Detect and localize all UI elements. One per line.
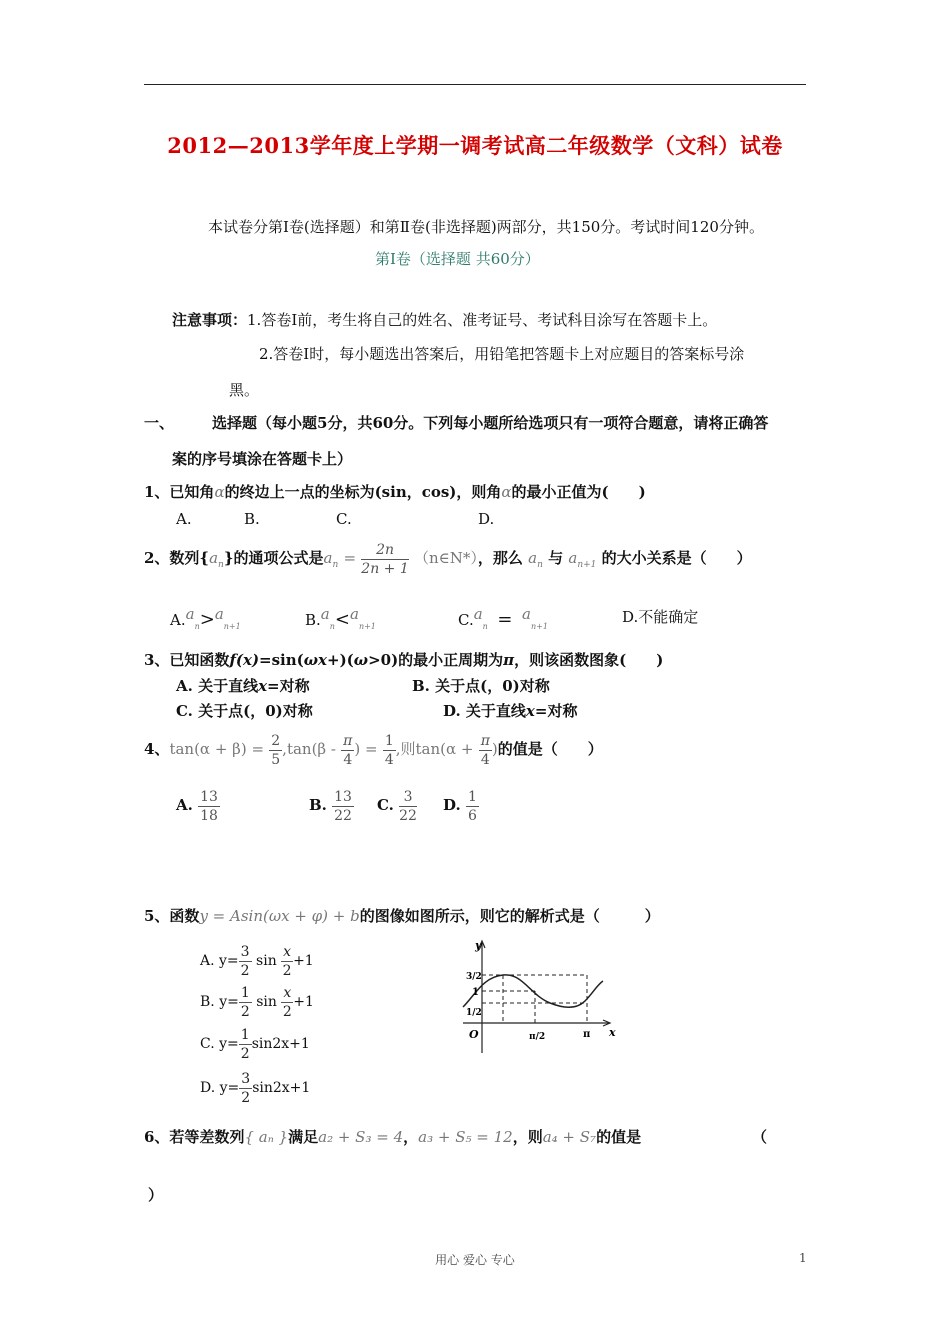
q2-sub-n1: n+1: [577, 560, 597, 570]
question-5: [144, 905, 660, 926]
q4-a-d: 18: [200, 807, 218, 824]
q5-a-d: 2: [240, 962, 250, 979]
q3-text-b: =sin(: [259, 651, 304, 669]
q2-sub-n: n: [218, 560, 224, 570]
q1-text-b: 的终边上一点的坐标为(sin，cos)，则角: [224, 483, 502, 501]
q3-text-c: +)(: [327, 651, 354, 669]
q4-frac-1: [269, 732, 282, 769]
q2-a: a: [209, 549, 219, 567]
q2-lt: <: [334, 609, 350, 630]
notice-item-2: 2.答卷Ⅰ时，每小题选出答案后，用铅笔把答题卡上对应题目的答案标号涂: [259, 345, 745, 363]
q5-d-n: 3: [241, 1070, 251, 1087]
q4-f2d: 4: [343, 751, 353, 768]
q4-f4d: 4: [480, 751, 490, 768]
q2-opt-b-sub: n: [329, 622, 335, 631]
q2-opt-b-an: a: [320, 605, 330, 623]
q3-option-a: [176, 675, 310, 696]
q1-text-c: 的最小正值为( ): [511, 483, 646, 501]
q5-a-coef: [239, 943, 252, 980]
graph-ytick-1: 1: [472, 987, 479, 998]
q2-opt-a-sub1: n+1: [223, 622, 241, 631]
graph-xtick-pi-2: π/2: [529, 1032, 546, 1042]
question-4: [144, 728, 603, 770]
q4-f3n: 1: [384, 732, 394, 749]
q5-b-fn: sin: [256, 994, 277, 1010]
q2-opt-c-sub1: n+1: [530, 622, 548, 631]
q2-option-b: [305, 598, 376, 643]
question-1: [144, 481, 646, 502]
q4-d-d: 6: [467, 807, 477, 824]
q5-option-d: [200, 1069, 310, 1107]
q6-comma: ，: [403, 1128, 419, 1146]
q2-an1: a: [568, 549, 578, 567]
q2-text-a: 2、数列{: [144, 549, 210, 567]
q6-text-d: 的值是: [596, 1128, 642, 1146]
q4-frac-2: [341, 732, 354, 769]
q2-text-b: }的通项公式是: [223, 549, 324, 567]
q2-opt-b-an1: a: [350, 605, 359, 623]
q6-paren-close: ）: [148, 1186, 164, 1204]
q2-opt-a-sub: n: [194, 622, 200, 631]
q2-eq: =: [343, 549, 357, 567]
q4-opt-a-label: A.: [176, 796, 193, 814]
q5-opt-b-label: B. y=: [200, 994, 239, 1010]
q5-option-b: [200, 983, 314, 1021]
q2-option-d: D.不能确定: [622, 608, 699, 626]
q5-b-d: 2: [240, 1003, 250, 1020]
q5-c-coef: [239, 1026, 252, 1063]
q5-opt-a-label: A. y=: [200, 953, 239, 969]
q2-opt-a-an1: a: [214, 605, 224, 623]
q2-opt-a-label: A.: [170, 611, 186, 629]
q5-a-tail: +1: [293, 953, 314, 969]
q3-option-d: [443, 700, 577, 721]
q3-d-text2: =对称: [534, 702, 578, 720]
q2-opt-b-sub1: n+1: [358, 622, 376, 631]
q3-d-x: x: [525, 702, 535, 720]
q3-d-text: D. 关于直线: [443, 702, 526, 720]
q3-fx: f(x): [229, 651, 260, 669]
q5-graph: [455, 935, 620, 1055]
q4-opt-d-frac: [466, 788, 479, 825]
q4-option-d: [443, 784, 479, 826]
q2-frac-den: 2n + 1: [361, 560, 409, 577]
q5-a-fn: sin: [256, 953, 277, 969]
q6-cond2: a₃ + S₅ = 12: [418, 1128, 513, 1146]
q4-opt-b-frac: [332, 788, 354, 825]
q2-text-c: ，那么: [477, 549, 523, 567]
q6-seq: { aₙ }: [244, 1128, 289, 1146]
graph-x-label: x: [609, 1026, 616, 1039]
q1-alpha-2: α: [501, 483, 512, 501]
q1-option-b: B.: [244, 510, 260, 528]
q6-text-c: ，则: [512, 1128, 543, 1146]
notice-item-2-cont: 黑。: [229, 381, 260, 399]
q4-expr2: ,tan(β -: [282, 740, 336, 758]
q4-opt-a-frac: [198, 788, 220, 825]
part1-heading: 第Ⅰ卷（选择题 共60分）: [375, 250, 540, 268]
q4-option-b: [309, 784, 354, 826]
q5-a-n: 3: [240, 943, 250, 960]
graph-ytick-3-2: 3/2: [466, 972, 482, 982]
q2-an-sub: n: [332, 560, 339, 570]
q2-opt-c-label: C.: [458, 611, 474, 629]
section1-number: 一、: [144, 414, 175, 432]
q4-opt-d-label: D.: [443, 796, 461, 814]
q5-b-n: 1: [240, 984, 250, 1001]
graph-y-label: y: [475, 939, 482, 952]
q4-b-n: 13: [334, 788, 352, 805]
q4-opt-b-label: B.: [309, 796, 327, 814]
q5-c-fn: sin2x+1: [251, 1036, 310, 1052]
q5-option-c: [200, 1025, 310, 1063]
page-title: 2012—2013学年度上学期一调考试高二年级数学（文科）试卷: [167, 133, 783, 158]
notice-item-1: 1.答卷Ⅰ前，考生将自己的姓名、准考证号、考试科目涂写在答题卡上。: [247, 311, 718, 329]
q4-opt-c-frac: [399, 788, 417, 825]
q5-d-fn: sin2x+1: [252, 1080, 311, 1096]
q6-paren-open: （: [752, 1128, 768, 1146]
q2-condition: （n∈N*）: [414, 549, 478, 567]
header-rule: [144, 84, 806, 85]
q2-an-2: a: [528, 549, 538, 567]
section1-line1: 选择题（每小题5分，共60分。下列每小题所给选项只有一项符合题意，请将正确答: [212, 414, 769, 432]
q2-fraction: [361, 541, 408, 578]
q4-expr4: ,则tan(α +: [395, 740, 474, 758]
q1-option-d: D.: [478, 510, 495, 528]
q2-opt-a-an: a: [185, 605, 195, 623]
notice-label: 注意事项：: [172, 311, 248, 329]
q2-eqs: =: [497, 609, 513, 630]
q2-opt-c-an1: a: [522, 605, 531, 623]
q2-text-d: 与: [548, 549, 564, 567]
q1-option-a: A.: [176, 510, 192, 528]
q3-w: ω: [353, 651, 369, 669]
q3-wx: ωx: [303, 651, 327, 669]
q4-frac-4: [479, 732, 492, 769]
q5-b-arg: [281, 984, 293, 1021]
q6-target: a₄ + S₇: [542, 1128, 597, 1146]
q5-b-xn: x: [283, 984, 292, 1001]
q5-opt-c-label: C. y=: [200, 1036, 239, 1052]
q3-text-e: ，则该函数图象( ): [514, 651, 664, 669]
q3-pi: π: [503, 651, 515, 669]
q5-a-arg: [281, 943, 293, 980]
q2-gt: >: [199, 609, 215, 630]
graph-xtick-pi: π: [583, 1029, 591, 1040]
q3-option-b: B. 关于点(，0)对称: [412, 677, 550, 695]
q4-expr1: tan(α + β) =: [169, 740, 265, 758]
q4-f1d: 5: [271, 751, 281, 768]
graph-ytick-1-2: 1/2: [466, 1008, 482, 1018]
intro-text: 本试卷分第Ⅰ卷(选择题）和第Ⅱ卷(非选择题)两部分，共150分。考试时间120分钟。: [208, 218, 764, 236]
q3-a-x: x: [258, 677, 268, 695]
q4-option-c: [377, 784, 417, 826]
q3-text-a: 3、已知函数: [144, 651, 230, 669]
q5-a-xn: x: [283, 943, 292, 960]
q4-f2n: π: [343, 732, 353, 749]
page-number: 1: [799, 1251, 807, 1265]
q2-opt-c-an: a: [473, 605, 483, 623]
q4-lead: 4、: [144, 740, 170, 758]
q5-tail: 的图像如图所示，则它的解析式是（ ）: [359, 907, 660, 925]
q5-c-n: 1: [240, 1026, 250, 1043]
q3-option-c: C. 关于点(，0)对称: [176, 702, 313, 720]
q5-option-a: [200, 942, 314, 980]
question-3: [144, 649, 663, 670]
q4-f1n: 2: [271, 732, 281, 749]
q4-c-d: 22: [399, 807, 417, 824]
q2-opt-b-label: B.: [305, 611, 321, 629]
q2-opt-c-sub: n: [482, 622, 488, 631]
q1-option-c: C.: [336, 510, 352, 528]
q4-a-n: 13: [200, 788, 218, 805]
q4-opt-c-label: C.: [377, 796, 394, 814]
notice-line-1: [172, 309, 717, 330]
q2-frac-num: 2n: [361, 541, 408, 560]
q4-option-a: [176, 784, 220, 826]
q6-text-b: 满足: [288, 1128, 319, 1146]
q5-c-d: 2: [240, 1045, 250, 1062]
q5-b-tail: +1: [293, 994, 314, 1010]
q5-d-d: 2: [241, 1089, 251, 1106]
q5-expr: y = Asin(ωx + φ) + b: [199, 907, 360, 925]
q2-option-a: [170, 598, 241, 643]
q4-c-n: 3: [399, 788, 417, 807]
q5-d-coef: [239, 1070, 252, 1107]
q2-option-c: [458, 598, 548, 643]
q3-a-text2: =对称: [267, 677, 310, 695]
q5-b-xd: 2: [282, 1003, 292, 1020]
question-2: [144, 538, 752, 585]
question-6: [144, 1126, 641, 1147]
q5-opt-d-label: D. y=: [200, 1080, 240, 1096]
footer-slogan: 用心 爱心 专心: [435, 1253, 515, 1267]
q3-a-text: A. 关于直线: [176, 677, 259, 695]
q5-lead: 5、函数: [144, 907, 200, 925]
q4-tail: 的值是（ ）: [497, 740, 603, 758]
q4-frac-3: [383, 732, 396, 769]
graph-origin: O: [469, 1028, 479, 1041]
q1-alpha: α: [214, 483, 225, 501]
q4-expr5: ): [491, 740, 498, 758]
q4-f4n: π: [480, 732, 490, 749]
q5-b-coef: [239, 984, 252, 1021]
section1-line2: 案的序号填涂在答题卡上）: [172, 450, 353, 468]
q4-b-d: 22: [334, 807, 352, 824]
q4-f3d: 4: [384, 751, 394, 768]
q2-an-2-sub: n: [537, 560, 543, 570]
q3-text-d: >0)的最小正周期为: [368, 651, 504, 669]
q4-expr3: ) =: [354, 740, 378, 758]
q6-cond1: a₂ + S₃ = 4: [318, 1128, 404, 1146]
q5-a-xd: 2: [282, 962, 292, 979]
q1-text-a: 1、已知角: [144, 483, 215, 501]
q2-an: a: [323, 549, 333, 567]
q4-d-n: 1: [467, 788, 477, 805]
q2-text-e: 的大小关系是（ ）: [601, 549, 752, 567]
q6-lead: 6、若等差数列: [144, 1128, 245, 1146]
